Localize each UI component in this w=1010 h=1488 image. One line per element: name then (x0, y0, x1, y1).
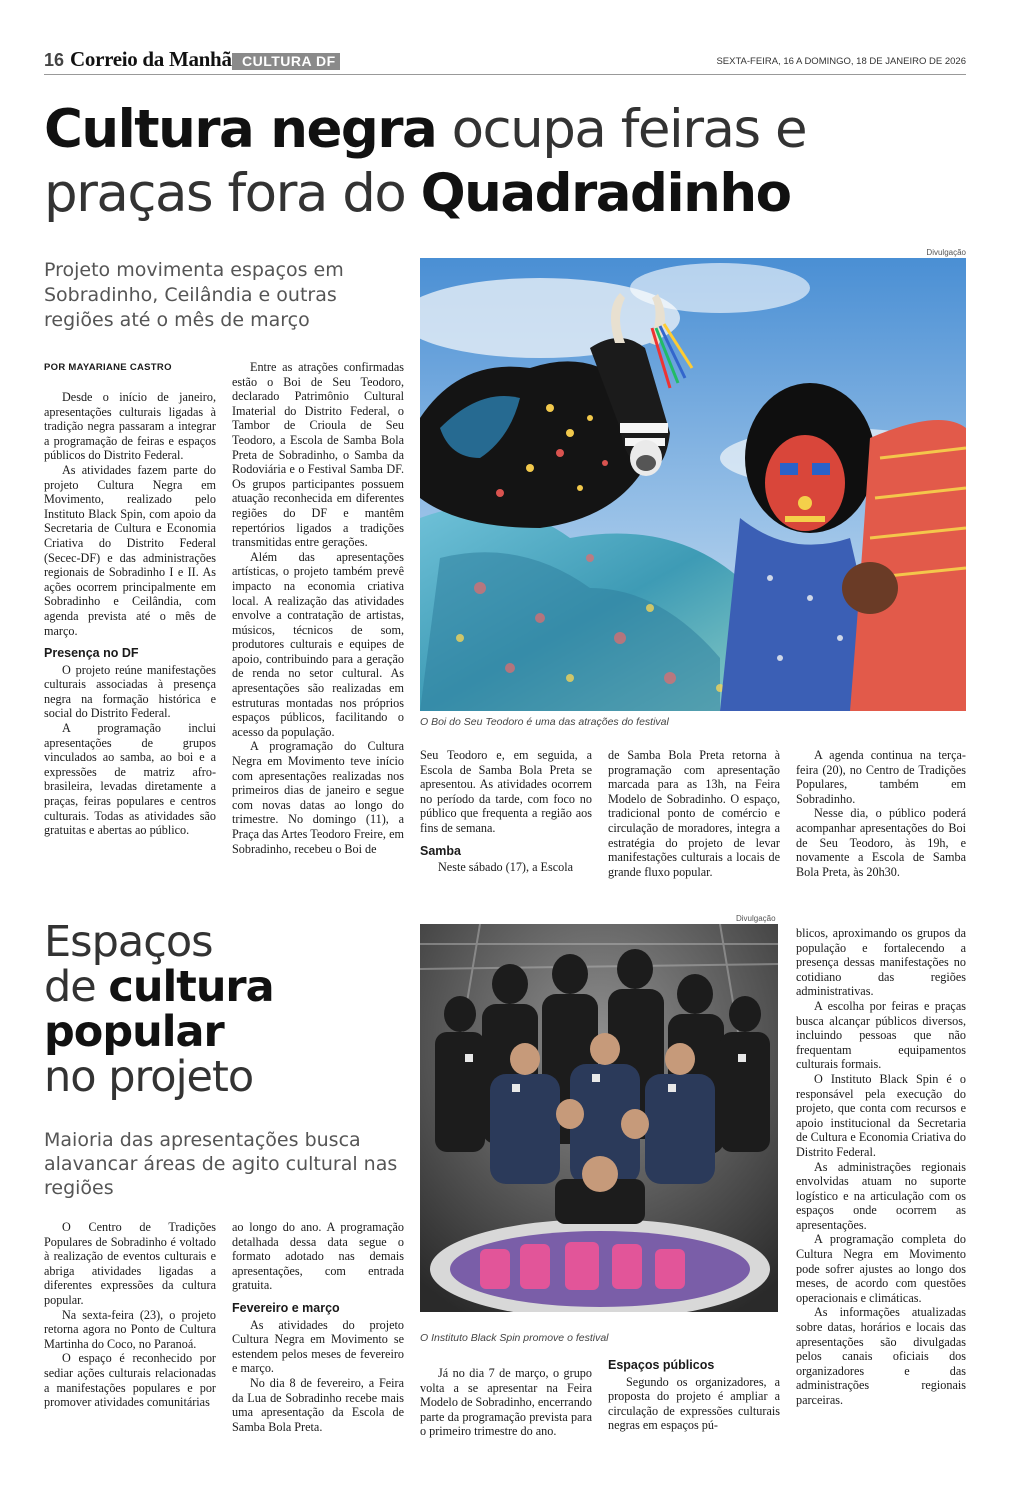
subhead: Presença no DF (44, 646, 139, 661)
standfirst: Projeto movimenta espaços em Sobradinho, Ceilândia e outras regiões até o mês de março (44, 259, 344, 331)
headline-light-part: no projeto (44, 1052, 254, 1102)
article2-column-4 (608, 1358, 780, 1433)
headline-bold-part: Cultura negra (44, 99, 437, 160)
headline-2 (44, 917, 404, 1102)
paragraph: A programação completa do Cultura Negra em Movimento pode sofrer ajustes ao longo dos meses, de acordo com questões operacionais e climáticas. (796, 1232, 966, 1305)
photo-credit: Divulgação (926, 248, 966, 257)
byline: POR MAYARIANE CASTRO (44, 362, 172, 373)
paragraph: Seu Teodoro e, em seguida, a Escola de Samba Bola Preta se apresentou. As atividades ocorrem no período da tarde, com foco no público que frequenta a região aos fins de semana. (420, 748, 592, 835)
headline-light-part: de (44, 962, 96, 1012)
paragraph: A programação do Cultura Negra em Movimento teve início com apresentações realizadas nos primeiros dias de janeiro e segue com novas datas ao longo do trimestre. No domingo (11), a Praça das Artes Teodoro Freire, em Sobradinho, recebeu o Boi de (232, 739, 404, 856)
paragraph: A escolha por feiras e praças busca alcançar públicos diversos, incluindo pessoas que não frequentam equipamentos culturais formais. (796, 998, 966, 1072)
newspaper-name: Correio da Manhã (70, 47, 232, 71)
headline-bold-part: Quadradinho (420, 163, 791, 224)
paragraph: Desde o início de janeiro, apresentações culturais ligadas à tradição negra passaram a integrar a programação de feiras e espaços públicos do Distrito Federal. (44, 390, 216, 463)
article2-column-1 (44, 1220, 216, 1410)
page-number: 16 (44, 50, 65, 70)
paragraph: O projeto reúne manifestações culturais associadas à presença negra na formação histórica e social do Distrito Federal. (44, 662, 216, 721)
headline-bold-part: cultura popular (44, 962, 274, 1057)
article2-column-2 (232, 1220, 404, 1434)
headline (44, 98, 974, 226)
section-tag: CULTURA DF (232, 53, 340, 70)
paragraph: de Samba Bola Preta retorna à programação com apresentação marcada para as 13h, na Feira Modelo de Sobradinho. O espaço, tradicional ponto de comércio e circulação de moradores, integra a estratégia do projeto de levar manifestações culturais a locais de grande fluxo popular. (608, 748, 780, 879)
headline-light-part: ocupa feiras e praças fora do (44, 99, 807, 224)
paragraph: As atividades do projeto Cultura Negra em Movimento se estendem pelos meses de fevereiro e março. (232, 1317, 404, 1376)
standfirst-2: Maioria das apresentações busca alavancar áreas de agito cultural nas regiões (44, 1129, 398, 1199)
photo-caption: O Boi do Seu Teodoro é uma das atrações do festival (420, 716, 669, 728)
photo-black-spin-group (420, 924, 778, 1312)
paragraph: Neste sábado (17), a Escola (438, 860, 574, 875)
paragraph: Já no dia 7 de março, o grupo volta a se apresentar na Feira Modelo de Sobradinho, encerrando parte da programação prevista para o primeiro trimestre do ano. (420, 1366, 592, 1439)
paragraph: No dia 8 de fevereiro, a Feira da Lua de Sobradinho recebe mais uma apresentação da Escola de Samba Bola Preta. (232, 1375, 404, 1434)
paragraph: Entre as atrações confirmadas estão o Boi de Seu Teodoro, declarado Patrimônio Cultural Imaterial do Distrito Federal, o Tambor de Crioula de Seu Teodoro, a Escola de Samba Bola Preta de Sobradinho, o Samba da Rodoviária e o Festival Samba DF. Os grupos participantes possuem atuação reconhecida em diferentes regiões do DF e mantêm repertórios ligados a tradições transmitidas entre gerações. (232, 360, 404, 550)
paragraph: Na sexta-feira (23), o projeto retorna agora no Ponto de Cultura Martinha do Coco, no Paranoá. (44, 1307, 216, 1351)
article1-column-4 (608, 748, 780, 879)
paragraph: A programação inclui apresentações de grupos vinculados ao samba, ao boi e a expressões de matriz afro-brasileira, levadas diretamente a praças, feiras populares e centros culturais. Todas as atividades são gratuitas e abertas ao público. (44, 721, 216, 838)
paragraph: blicos, aproximando os grupos da população e fortalecendo a presença dessas manifestações no cotidiano das regiões administrativas. (796, 926, 966, 999)
article2-column-5 (796, 926, 966, 1408)
photo-boi-teodoro (420, 258, 966, 711)
paragraph: As administrações regionais envolvidas atuam no suporte logístico e na articulação com os espaços onde ocorrem as apresentações. (796, 1159, 966, 1232)
paragraph: A agenda continua na terça-feira (20), no Centro de Tradições Populares, também em Sobradinho. (796, 748, 966, 806)
article1-column-5 (796, 748, 966, 879)
photo-credit: Divulgação (736, 914, 776, 923)
headline-light-part: Espaços (44, 917, 213, 967)
article1-column-2 (232, 360, 404, 856)
paragraph: O Centro de Tradições Populares de Sobradinho é voltado à realização de eventos culturais e abriga atividades ligadas a diferentes expressões da cultura popular. (44, 1220, 216, 1307)
paragraph: Além das apresentações artísticas, o projeto também prevê impacto na economia criativa local. A realização das atividades envolve a contratação de artistas, músicos, técnicos de som, produtores culturais e equipes de apoio, contribuindo para a geração de renda no setor cultural. As apresentações são realizadas em estruturas montadas nos próprios espaços públicos, facilitando o acesso da população. (232, 549, 404, 739)
paragraph: Segundo os organizadores, a proposta do projeto é ampliar a circulação de expressões culturais negras em espaços pú- (608, 1374, 780, 1433)
paragraph: As atividades fazem parte do projeto Cultura Negra em Movimento, realizado pelo Instituto Black Spin, com apoio da Secretaria de Cultura e Economia Criativa do Distrito Federal (Secec-DF) e das administrações regionais de Sobradinho I e II. As ações ocorrem principalmente em Sobradinho e Ceilândia, com agenda prevista até o mês de março. (44, 462, 216, 638)
paragraph: O Instituto Black Spin é o responsável pela execução do projeto, que conta com recursos e apoio institucional da Secretaria de Cultura e Economia Criativa do Distrito Federal. (796, 1071, 966, 1159)
paragraph: As informações atualizadas sobre datas, horários e locais das apresentações são divulgadas pelos canais oficiais dos organizadores e das administrações regionais parceiras. (796, 1305, 966, 1407)
subhead: Fevereiro e março (232, 1300, 340, 1315)
masthead-rule (44, 74, 966, 75)
subhead: Samba (420, 843, 461, 858)
photo-caption: O Instituto Black Spin promove o festival (420, 1332, 609, 1344)
article1-column-1 (44, 390, 216, 838)
article1-column-3 (420, 748, 592, 875)
subhead: Espaços públicos (608, 1358, 715, 1372)
dateline: SEXTA-FEIRA, 16 A DOMINGO, 18 DE JANEIRO DE 2026 (716, 56, 966, 67)
paragraph: O espaço é reconhecido por sediar ações culturais relacionadas a manifestações populares e por promover atividades comunitárias (44, 1351, 216, 1410)
article2-column-3 (420, 1366, 592, 1439)
paragraph: Nesse dia, o público poderá acompanhar apresentações do Boi de Seu Teodoro, às 19h, e novamente a Escola de Samba Bola Preta, às 20h30. (796, 806, 966, 879)
paragraph: ao longo do ano. A programação detalhada dessa data segue o formato adotado nas demais apresentações, com entrada gratuita. (232, 1220, 404, 1293)
